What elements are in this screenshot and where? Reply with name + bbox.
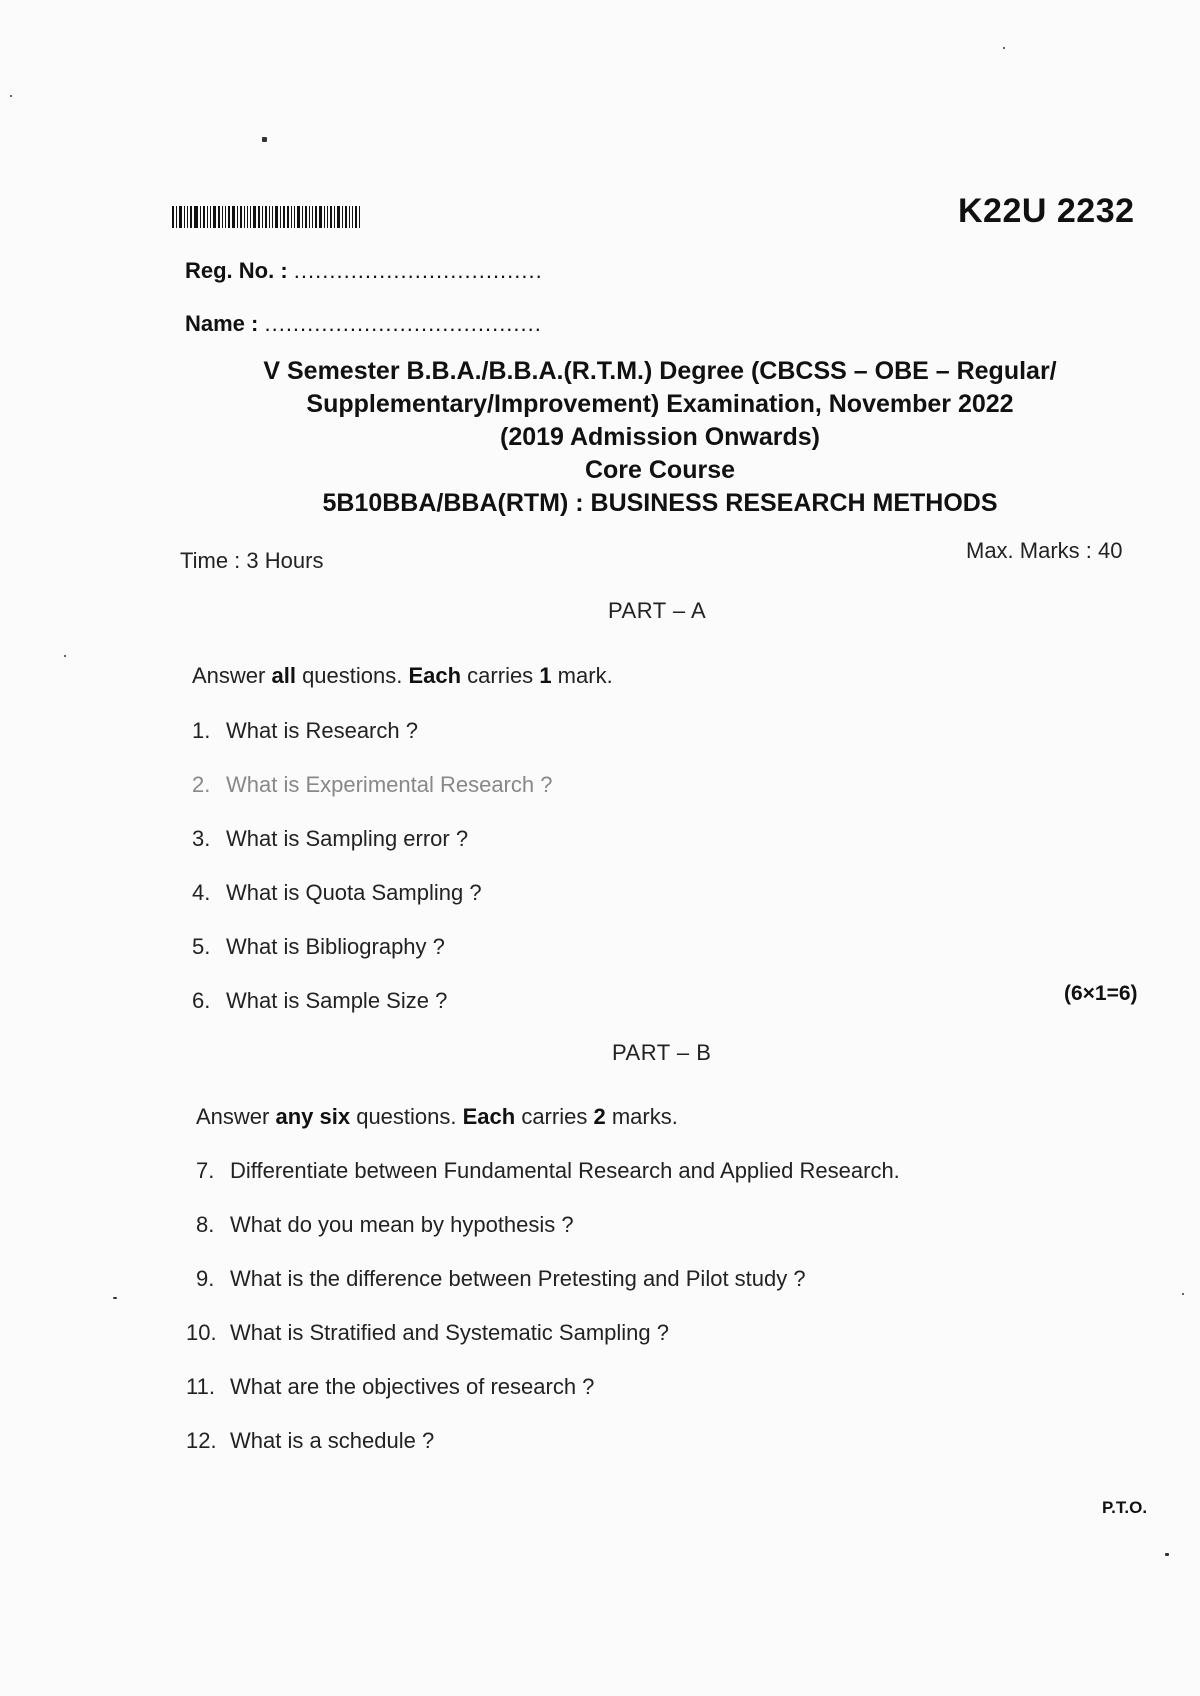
name-label: Name :: [185, 311, 259, 336]
barcode-bar: [187, 206, 188, 228]
part-a-marks: (6×1=6): [1064, 982, 1138, 1005]
barcode-bar: [327, 206, 328, 228]
barcode-bar: [247, 206, 248, 228]
barcode-bar: [218, 206, 220, 228]
barcode-bar: [253, 206, 256, 228]
question-text: What is the difference between Pretesting and Pilot study ?: [230, 1266, 806, 1291]
instruction-emphasis: all: [271, 663, 296, 688]
barcode-bar: [315, 206, 317, 228]
question-number: 2.: [192, 772, 211, 797]
barcode-bar: [200, 206, 201, 228]
barcode-bar: [345, 206, 347, 228]
instruction-emphasis: 2: [593, 1104, 606, 1129]
question-item: [186, 1374, 594, 1400]
barcode-bar: [240, 206, 242, 228]
barcode-bar: [359, 206, 360, 228]
barcode-bar: [283, 206, 285, 228]
question-text: What do you mean by hypothesis ?: [230, 1212, 574, 1237]
question-number: 8.: [196, 1212, 215, 1237]
exam-duration: Time : 3 Hours: [180, 548, 324, 573]
barcode-bar: [275, 206, 278, 228]
barcode-bar: [210, 206, 211, 228]
title-line-3: (2019 Admission Onwards): [500, 423, 820, 451]
barcode-bar: [222, 206, 223, 228]
barcode-bar: [225, 206, 226, 228]
barcode-bar: [265, 206, 267, 228]
barcode-bar: [172, 206, 174, 228]
instruction-text: mark.: [551, 663, 613, 688]
barcode-bar: [269, 206, 270, 228]
title-line-1: V Semester B.B.A./B.B.A.(R.T.M.) Degree (CBCSS – OBE – Regular/: [263, 357, 1057, 385]
max-marks: Max. Marks : 40: [966, 538, 1123, 563]
barcode-bar: [237, 206, 238, 228]
barcode-bar: [280, 206, 281, 228]
barcode-bar: [330, 206, 332, 228]
barcode-bar: [190, 206, 192, 228]
barcode-bar: [324, 206, 325, 228]
question-item: [186, 1320, 669, 1346]
part-a-instruction: [192, 663, 613, 689]
reg-no-blank: ...................................: [293, 258, 543, 283]
instruction-text: Answer: [196, 1104, 276, 1129]
barcode-bar: [312, 206, 313, 228]
question-text: What is Sampling error ?: [226, 826, 469, 851]
scan-speck: [1003, 47, 1005, 49]
part-a-heading: PART – A: [608, 598, 707, 623]
barcode-bar: [319, 206, 322, 228]
instruction-emphasis: any six: [275, 1104, 351, 1129]
barcode-bar: [291, 206, 292, 228]
exam-title: [180, 355, 1140, 520]
barcode-bar: [349, 206, 350, 228]
question-number: 1.: [192, 718, 211, 743]
barcode-bar: [297, 206, 300, 228]
barcode-bar: [250, 206, 251, 228]
title-line-5: 5B10BBA/BBA(RTM) : BUSINESS RESEARCH METHODS: [322, 489, 998, 517]
question-item: [186, 1428, 434, 1454]
instruction-text: carries: [515, 1104, 594, 1129]
question-number: 11.: [186, 1374, 215, 1399]
instruction-text: marks.: [605, 1104, 678, 1129]
question-item: [196, 1158, 900, 1184]
question-number: 3.: [192, 826, 211, 851]
barcode-bar: [302, 206, 303, 228]
instruction-text: Answer: [192, 663, 272, 688]
barcode-bar: [203, 206, 205, 228]
barcode-bar: [342, 206, 343, 228]
paper-code: K22U 2232: [958, 192, 1135, 230]
question-text: What is Experimental Research ?: [226, 772, 553, 797]
barcode-bar: [232, 206, 235, 228]
question-text: Differentiate between Fundamental Research and Applied Research.: [230, 1158, 900, 1183]
question-item: [192, 772, 552, 798]
barcode-bar: [334, 206, 335, 228]
part-b-instruction: [196, 1104, 678, 1130]
question-text: What is Stratified and Systematic Sampling ?: [230, 1320, 669, 1345]
barcode-bar: [262, 206, 263, 228]
question-number: 7.: [196, 1158, 215, 1183]
question-text: What is Research ?: [226, 718, 418, 743]
question-text: What is Bibliography ?: [226, 934, 445, 959]
question-item: [192, 988, 447, 1014]
instruction-text: questions.: [350, 1104, 463, 1129]
question-number: 6.: [192, 988, 211, 1013]
scan-speck: [113, 1297, 117, 1299]
barcode-bar: [184, 206, 185, 228]
barcode-bar: [352, 206, 353, 228]
question-number: 5.: [192, 934, 211, 959]
barcode-bar: [287, 206, 289, 228]
barcode-bar: [294, 206, 295, 228]
barcode-bar: [228, 206, 230, 228]
barcode-bar: [176, 206, 177, 228]
barcode-bar: [194, 206, 198, 228]
barcode-bar: [272, 206, 273, 228]
title-line-2: Supplementary/Improvement) Examination, November 2022: [306, 390, 1014, 418]
question-text: What is a schedule ?: [230, 1428, 435, 1453]
question-item: [196, 1266, 806, 1292]
barcode-bar: [179, 206, 182, 228]
instruction-text: questions.: [295, 663, 409, 688]
question-number: 12.: [186, 1428, 217, 1453]
question-text: What is Sample Size ?: [226, 988, 448, 1013]
question-item: [192, 880, 482, 906]
question-number: 4.: [192, 880, 211, 905]
question-number: 9.: [196, 1266, 215, 1291]
barcode-bar: [337, 206, 340, 228]
name-blank: .......................................: [264, 311, 542, 336]
please-turn-over: P.T.O.: [1102, 1498, 1148, 1517]
instruction-emphasis: Each: [462, 1104, 516, 1129]
barcode-bar: [207, 206, 208, 228]
question-item: [192, 934, 445, 960]
barcode-bar: [305, 206, 307, 228]
barcode: [172, 206, 404, 228]
question-item: [192, 826, 468, 852]
instruction-emphasis: 1: [539, 663, 552, 688]
barcode-bar: [213, 206, 216, 228]
scan-speck: [1165, 1553, 1169, 1556]
question-number: 10.: [186, 1320, 217, 1345]
scan-speck: [64, 655, 66, 657]
reg-no-label: Reg. No. :: [185, 258, 288, 283]
scan-speck: [10, 95, 12, 97]
scan-speck: [1182, 1293, 1184, 1295]
title-line-4: Core Course: [584, 456, 736, 484]
instruction-text: carries: [461, 663, 540, 688]
barcode-bar: [244, 206, 245, 228]
part-b-heading: PART – B: [612, 1040, 712, 1065]
name-field: [185, 311, 542, 337]
barcode-bar: [309, 206, 310, 228]
question-item: [196, 1212, 574, 1238]
question-item: [192, 718, 418, 744]
barcode-bar: [258, 206, 260, 228]
instruction-emphasis: Each: [408, 663, 462, 688]
scan-speck: [262, 137, 267, 142]
reg-no-field: [185, 258, 543, 284]
question-text: What is Quota Sampling ?: [226, 880, 482, 905]
barcode-bar: [355, 206, 357, 228]
question-text: What are the objectives of research ?: [230, 1374, 595, 1399]
